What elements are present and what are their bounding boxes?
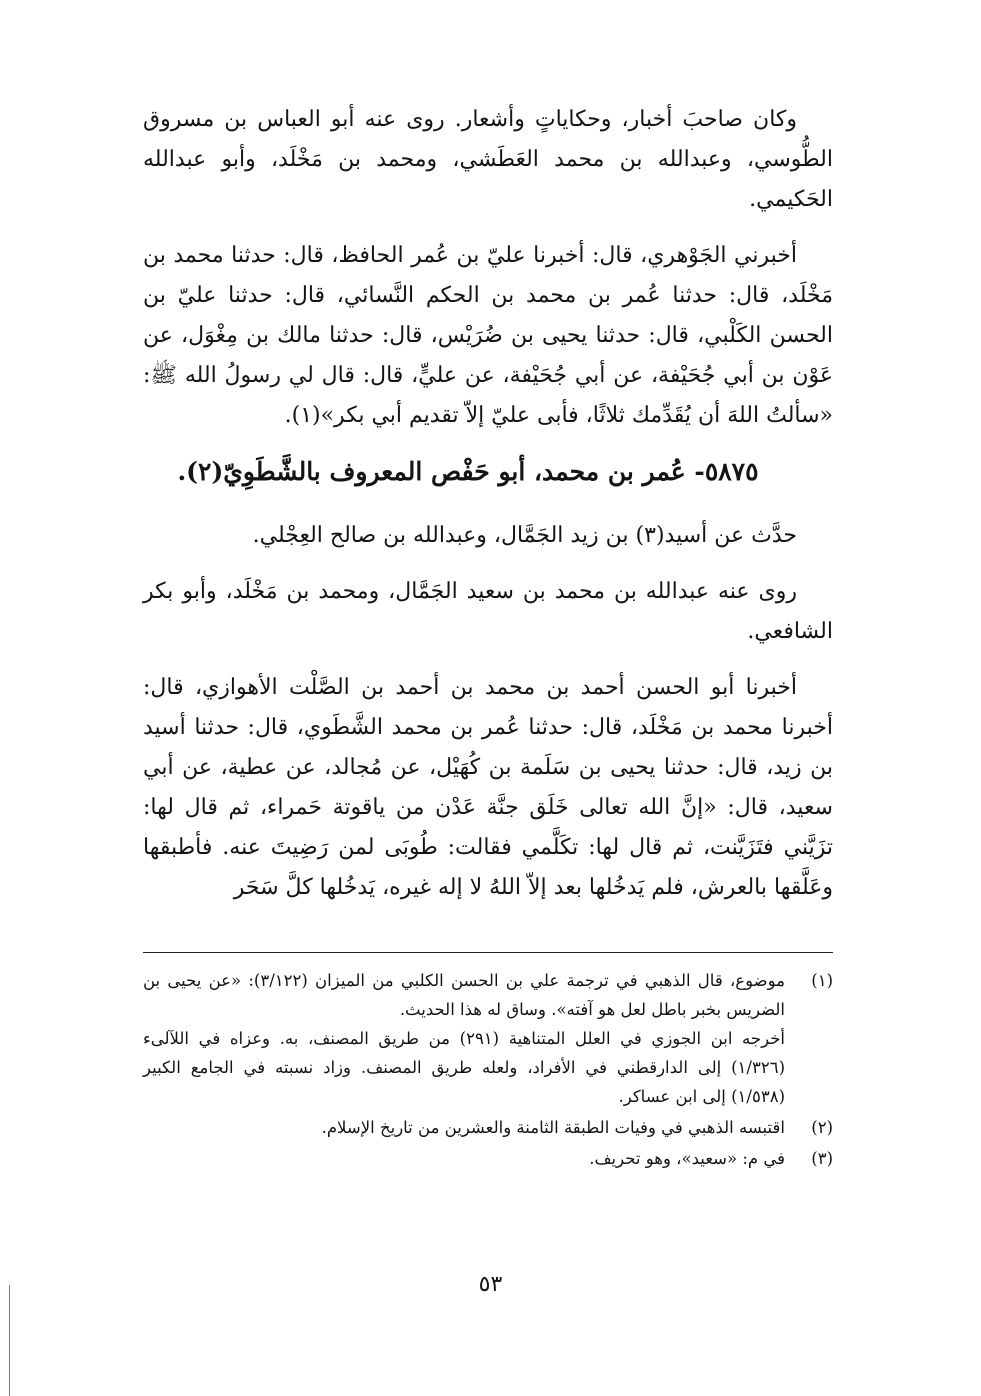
footnote-separator [143,952,833,953]
paragraph-hadith-narration: أخبرني الجَوْهري، قال: أخبرنا عليّ بن عُمر الحافظ، قال: حدثنا محمد بن مَخْلَد، قال: حدثنا عُمر بن محمد بن الحكم النَّسائي، قال: حدثنا عليّ بن الحسن الكَلْبي، قال: حدثنا يحيى بن ضُرَيْس، قال: حدثنا مالك بن مِغْوَل، عن عَوْن بن أبي جُحَيْفة، عن أبي جُحَيْفة، عن عليٍّ، قال: قال لي رسولُ الله ﷺ: «سألتُ اللهَ أن يُقَدِّمك ثلاثًا، فأبى عليّ إلاّ تقديم أبي بكر»(١). [143,243,833,428]
footnote-number: (١) [811,971,833,990]
footnote-text: في م: «سعيد»، وهو تحريف. [589,1149,785,1168]
footnote-text: موضوع، قال الذهبي في ترجمة علي بن الحسن الكلبي من الميزان (٣/١٢٢): «عن يحيى بن الضريس بخبر باطل لعل هو آفته». وساق له هذا الحديث. أخرجه ابن الجوزي في العلل المتناهية (٢٩١) من طريق المصنف، به. وعزاه في اللآلىء (١/٣٢٦) إلى الدارقطني في الأفراد، ولعله طريق المصنف. وزاد نسبته في الجامع الكبير (١/٥٣٨) إلى ابن عساكر. [143,971,786,1106]
footnote-number: (٣) [811,1149,833,1168]
paragraph-narrated-by: روى عنه عبدالله بن محمد بن سعيد الجَمَّال، ومحمد بن مَخْلَد، وأبو بكر الشافعي. [143,579,833,644]
footnote-1 [143,966,833,1111]
entry-heading: ٥٨٧٥- عُمر بن محمد، أبو حَفْص المعروف بالشَّطَوِيّ(٢). [177,457,759,486]
scan-margin-line [9,1285,10,1396]
page-number: ٥٣ [478,1272,503,1297]
footnote-3 [143,1144,833,1173]
footnotes [143,966,833,1175]
main-text [143,100,833,924]
paragraph-hadith-jannat-adn: أخبرنا أبو الحسن أحمد بن محمد بن أحمد بن الصَّلْت الأهوازي، قال: أخبرنا محمد بن مَخْلَد، قال: حدثنا عُمر بن محمد الشَّطَوي، قال: حدثنا أسيد بن زيد، قال: حدثنا يحيى بن سَلَمة بن كُهَيْل، عن مُجالد، عن عطية، عن أبي سعيد، قال: «إنَّ الله تعالى خَلَق جنَّة عَدْن من ياقوتة حَمراء، ثم قال لها: تزَيَّني فتَزَيَّنت، ثم قال لها: تكَلَّمي فقالت: طُوبَى لمن رَضِيتَ عنه. فأطبقها وعَلَّقها بالعرش، فلم يَدخُلها بعد إلاّ اللهُ لا إله غيره، يَدخُلها كلَّ سَحَر [143,675,834,900]
footnote-2 [143,1113,833,1142]
footnote-text: اقتبسه الذهبي في وفيات الطبقة الثامنة والعشرين من تاريخ الإسلام. [321,1118,785,1137]
footnote-number: (٢) [811,1118,833,1137]
paragraph-narrated-from: حدَّث عن أسيد(٣) بن زيد الجَمَّال، وعبدالله بن صالح العِجْلي. [252,523,797,548]
paragraph-biography: وكان صاحبَ أخبار، وحكاياتٍ وأشعار. روى عنه أبو العباس بن مسروق الطُّوسي، وعبدالله بن محمد العَطَشي، ومحمد بن مَخْلَد، وأبو عبدالله الحَكيمي. [143,107,833,212]
